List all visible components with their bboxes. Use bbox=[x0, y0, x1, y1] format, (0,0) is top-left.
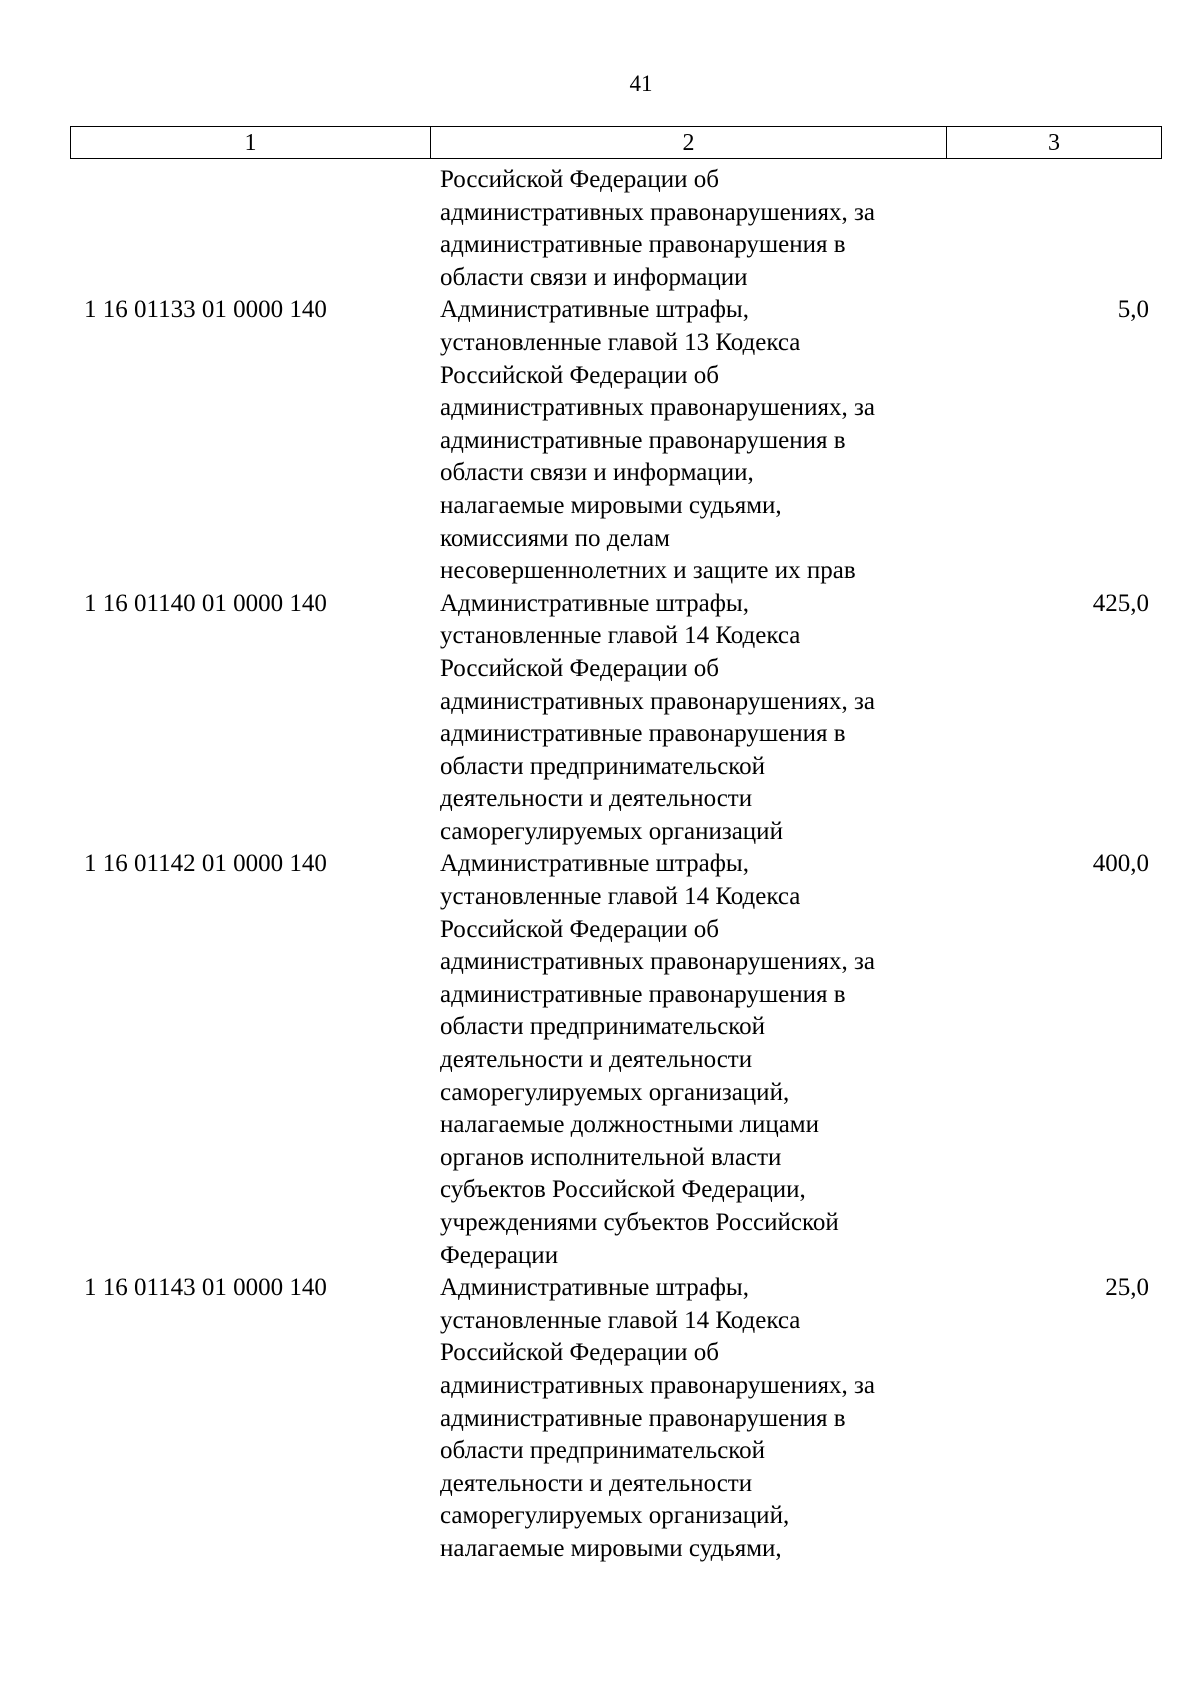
description-line: области связи и информации bbox=[440, 263, 748, 291]
row-amount: 425,0 bbox=[1092, 589, 1149, 617]
description-line: административных правонарушениях, за bbox=[440, 394, 875, 422]
row-description bbox=[440, 294, 960, 587]
header-col-2: 2 bbox=[431, 127, 947, 159]
description-line: административные правонарушения в bbox=[440, 1404, 846, 1432]
description-line: административные правонарушения в bbox=[440, 426, 846, 454]
header-row bbox=[71, 127, 1162, 159]
description-line: налагаемые должностными лицами bbox=[440, 1111, 819, 1139]
description-line: Российской Федерации об bbox=[440, 654, 719, 682]
description-line: налагаемые мировыми судьями, bbox=[440, 1534, 782, 1562]
description-line: установленные главой 13 Кодекса bbox=[440, 328, 801, 356]
description-line: Российской Федерации об bbox=[440, 1339, 719, 1367]
description-line: Административные штрафы, bbox=[440, 296, 749, 324]
description-line: области связи и информации, bbox=[440, 459, 754, 487]
table-header bbox=[70, 126, 1162, 159]
description-line: административные правонарушения в bbox=[440, 231, 846, 259]
description-line: установленные главой 14 Кодекса bbox=[440, 883, 801, 911]
header-col-1: 1 bbox=[71, 127, 431, 159]
table-body bbox=[0, 164, 1200, 1566]
row-amount: 5,0 bbox=[1117, 296, 1149, 324]
table-row bbox=[0, 294, 1200, 587]
description-line: административные правонарушения в bbox=[440, 720, 846, 748]
header-col-3: 3 bbox=[947, 127, 1162, 159]
description-line: деятельности и деятельности bbox=[440, 1469, 753, 1497]
row-code: 1 16 01142 01 0000 140 bbox=[84, 850, 327, 878]
description-line: комиссиями по делам bbox=[440, 524, 670, 552]
description-line: области предпринимательской bbox=[440, 1013, 766, 1041]
table-row bbox=[0, 588, 1200, 849]
description-line: субъектов Российской Федерации, bbox=[440, 1176, 806, 1204]
description-line: налагаемые мировыми судьями, bbox=[440, 491, 782, 519]
description-line: административных правонарушениях, за bbox=[440, 1371, 875, 1399]
description-line: деятельности и деятельности bbox=[440, 785, 753, 813]
description-line: Административные штрафы, bbox=[440, 589, 749, 617]
description-line: саморегулируемых организаций bbox=[440, 817, 783, 845]
page-number: 41 bbox=[629, 71, 653, 96]
row-code: 1 16 01143 01 0000 140 bbox=[84, 1274, 327, 1302]
description-line: установленные главой 14 Кодекса bbox=[440, 1306, 801, 1334]
row-code: 1 16 01133 01 0000 140 bbox=[84, 296, 327, 324]
table-row bbox=[0, 848, 1200, 1272]
description-line: деятельности и деятельности bbox=[440, 1046, 753, 1074]
row-description bbox=[440, 1272, 960, 1565]
description-line: административные правонарушения в bbox=[440, 980, 846, 1008]
table-row bbox=[0, 1272, 1200, 1565]
description-line: области предпринимательской bbox=[440, 1437, 766, 1465]
description-line: несовершеннолетних и защите их прав bbox=[440, 557, 856, 585]
description-line: Федерации bbox=[440, 1241, 559, 1269]
description-line: административных правонарушениях, за bbox=[440, 687, 875, 715]
description-line: Российской Федерации об bbox=[440, 915, 719, 943]
description-line: Российской Федерации об bbox=[440, 361, 719, 389]
row-amount: 400,0 bbox=[1092, 850, 1149, 878]
description-line: Российской Федерации об bbox=[440, 166, 719, 193]
continuation-description bbox=[440, 164, 960, 294]
description-line: административных правонарушениях, за bbox=[440, 198, 875, 226]
description-line: установленные главой 14 Кодекса bbox=[440, 622, 801, 650]
description-line: административных правонарушениях, за bbox=[440, 948, 875, 976]
description-line: области предпринимательской bbox=[440, 752, 766, 780]
row-description bbox=[440, 588, 960, 849]
description-line: саморегулируемых организаций, bbox=[440, 1502, 790, 1530]
row-description bbox=[440, 848, 960, 1272]
continuation-row bbox=[0, 164, 1200, 294]
row-code: 1 16 01140 01 0000 140 bbox=[84, 589, 327, 617]
description-line: Административные штрафы, bbox=[440, 850, 749, 878]
description-line: Административные штрафы, bbox=[440, 1274, 749, 1302]
row-amount: 25,0 bbox=[1105, 1274, 1149, 1302]
description-line: органов исполнительной власти bbox=[440, 1143, 782, 1171]
description-line: саморегулируемых организаций, bbox=[440, 1078, 790, 1106]
description-line: учреждениями субъектов Российской bbox=[440, 1209, 839, 1236]
